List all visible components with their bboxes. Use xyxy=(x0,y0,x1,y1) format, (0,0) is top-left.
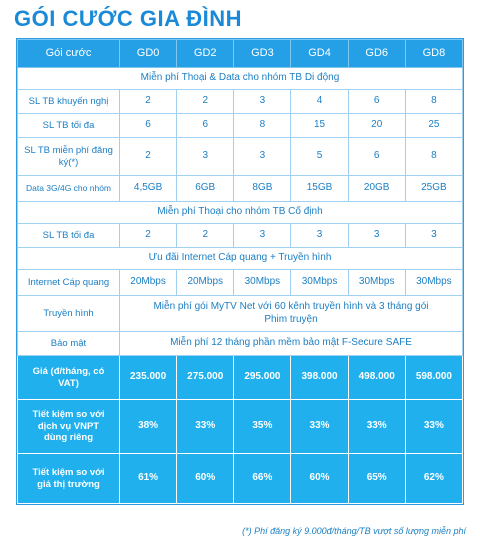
row-label: SL TB miễn phí đăng ký(*) xyxy=(18,138,120,176)
cell: 8 xyxy=(405,138,462,176)
table-row xyxy=(18,176,463,202)
plan-header: GD2 xyxy=(177,40,234,68)
cell: 2 xyxy=(177,90,234,114)
row-label: Truyền hình xyxy=(18,296,120,332)
cell: 3 xyxy=(177,138,234,176)
cell: 66% xyxy=(234,454,291,504)
cell: 3 xyxy=(291,224,348,248)
cell: 3 xyxy=(348,224,405,248)
cell: 38% xyxy=(120,400,177,454)
plan-header: GD0 xyxy=(120,40,177,68)
section-mobile: Miễn phí Thoại & Data cho nhóm TB Di động xyxy=(18,68,463,90)
cell: 25 xyxy=(405,114,462,138)
cell: 498.000 xyxy=(348,356,405,400)
cell: 30Mbps xyxy=(234,270,291,296)
cell: 30Mbps xyxy=(291,270,348,296)
tv-description: Miễn phí gói MyTV Net với 60 kênh truyền hình và 3 tháng gói Phim truyện xyxy=(120,296,463,332)
table-row xyxy=(18,224,463,248)
cell: 6 xyxy=(120,114,177,138)
cell: 8 xyxy=(405,90,462,114)
table-row xyxy=(18,400,463,454)
cell: 30Mbps xyxy=(405,270,462,296)
cell: 35% xyxy=(234,400,291,454)
row-label: Internet Cáp quang xyxy=(18,270,120,296)
cell: 33% xyxy=(348,400,405,454)
cell: 33% xyxy=(405,400,462,454)
cell: 62% xyxy=(405,454,462,504)
plan-header: GD3 xyxy=(234,40,291,68)
table-row xyxy=(18,90,463,114)
table-row xyxy=(18,332,463,356)
cell: 20 xyxy=(348,114,405,138)
row-label: Bảo mật xyxy=(18,332,120,356)
cell: 295.000 xyxy=(234,356,291,400)
cell: 235.000 xyxy=(120,356,177,400)
row-label: Giá (đ/tháng, có VAT) xyxy=(18,356,120,400)
cell: 3 xyxy=(234,90,291,114)
cell: 3 xyxy=(234,138,291,176)
cell: 2 xyxy=(120,90,177,114)
section-row xyxy=(18,202,463,224)
cell: 3 xyxy=(405,224,462,248)
row-label: SL TB khuyến nghị xyxy=(18,90,120,114)
cell: 6 xyxy=(177,114,234,138)
header-row xyxy=(18,40,463,68)
cell: 4,5GB xyxy=(120,176,177,202)
table-row xyxy=(18,114,463,138)
cell: 60% xyxy=(291,454,348,504)
row-label: Tiết kiệm so với giá thị trường xyxy=(18,454,120,504)
cell: 398.000 xyxy=(291,356,348,400)
section-internet-tv: Ưu đãi Internet Cáp quang + Truyền hình xyxy=(18,248,463,270)
cell: 8 xyxy=(234,114,291,138)
cell: 2 xyxy=(177,224,234,248)
plan-header: GD4 xyxy=(291,40,348,68)
cell: 33% xyxy=(291,400,348,454)
cell: 15GB xyxy=(291,176,348,202)
plan-header: GD8 xyxy=(405,40,462,68)
cell: 5 xyxy=(291,138,348,176)
row-label: SL TB tối đa xyxy=(18,224,120,248)
cell: 25GB xyxy=(405,176,462,202)
table-row xyxy=(18,270,463,296)
section-row xyxy=(18,68,463,90)
section-row xyxy=(18,248,463,270)
cell: 65% xyxy=(348,454,405,504)
cell: 33% xyxy=(177,400,234,454)
table-row xyxy=(18,356,463,400)
table-row xyxy=(18,296,463,332)
cell: 4 xyxy=(291,90,348,114)
cell: 6 xyxy=(348,138,405,176)
cell: 60% xyxy=(177,454,234,504)
row-label: SL TB tối đa xyxy=(18,114,120,138)
cell: 30Mbps xyxy=(348,270,405,296)
cell: 20Mbps xyxy=(120,270,177,296)
cell: 6 xyxy=(348,90,405,114)
row-label: Data 3G/4G cho nhóm xyxy=(18,176,120,202)
cell: 20GB xyxy=(348,176,405,202)
page-title: GÓI CƯỚC GIA ĐÌNH xyxy=(14,6,243,31)
cell: 61% xyxy=(120,454,177,504)
security-description: Miễn phí 12 tháng phần mềm bảo mật F-Secure SAFE xyxy=(120,332,463,356)
cell: 15 xyxy=(291,114,348,138)
pricing-table xyxy=(16,38,464,505)
header-label: Gói cước xyxy=(18,40,120,68)
row-label: Tiết kiệm so với dịch vụ VNPT dùng riêng xyxy=(18,400,120,454)
pricing-grid xyxy=(17,39,463,504)
cell: 275.000 xyxy=(177,356,234,400)
cell: 2 xyxy=(120,138,177,176)
table-row xyxy=(18,454,463,504)
cell: 3 xyxy=(234,224,291,248)
cell: 2 xyxy=(120,224,177,248)
cell: 8GB xyxy=(234,176,291,202)
cell: 598.000 xyxy=(405,356,462,400)
table-row xyxy=(18,138,463,176)
plan-header: GD6 xyxy=(348,40,405,68)
footnote: (*) Phí đăng ký 9.000đ/tháng/TB vượt số lượng miễn phí xyxy=(242,526,466,536)
cell: 6GB xyxy=(177,176,234,202)
section-fixed: Miễn phí Thoại cho nhóm TB Cố định xyxy=(18,202,463,224)
cell: 20Mbps xyxy=(177,270,234,296)
